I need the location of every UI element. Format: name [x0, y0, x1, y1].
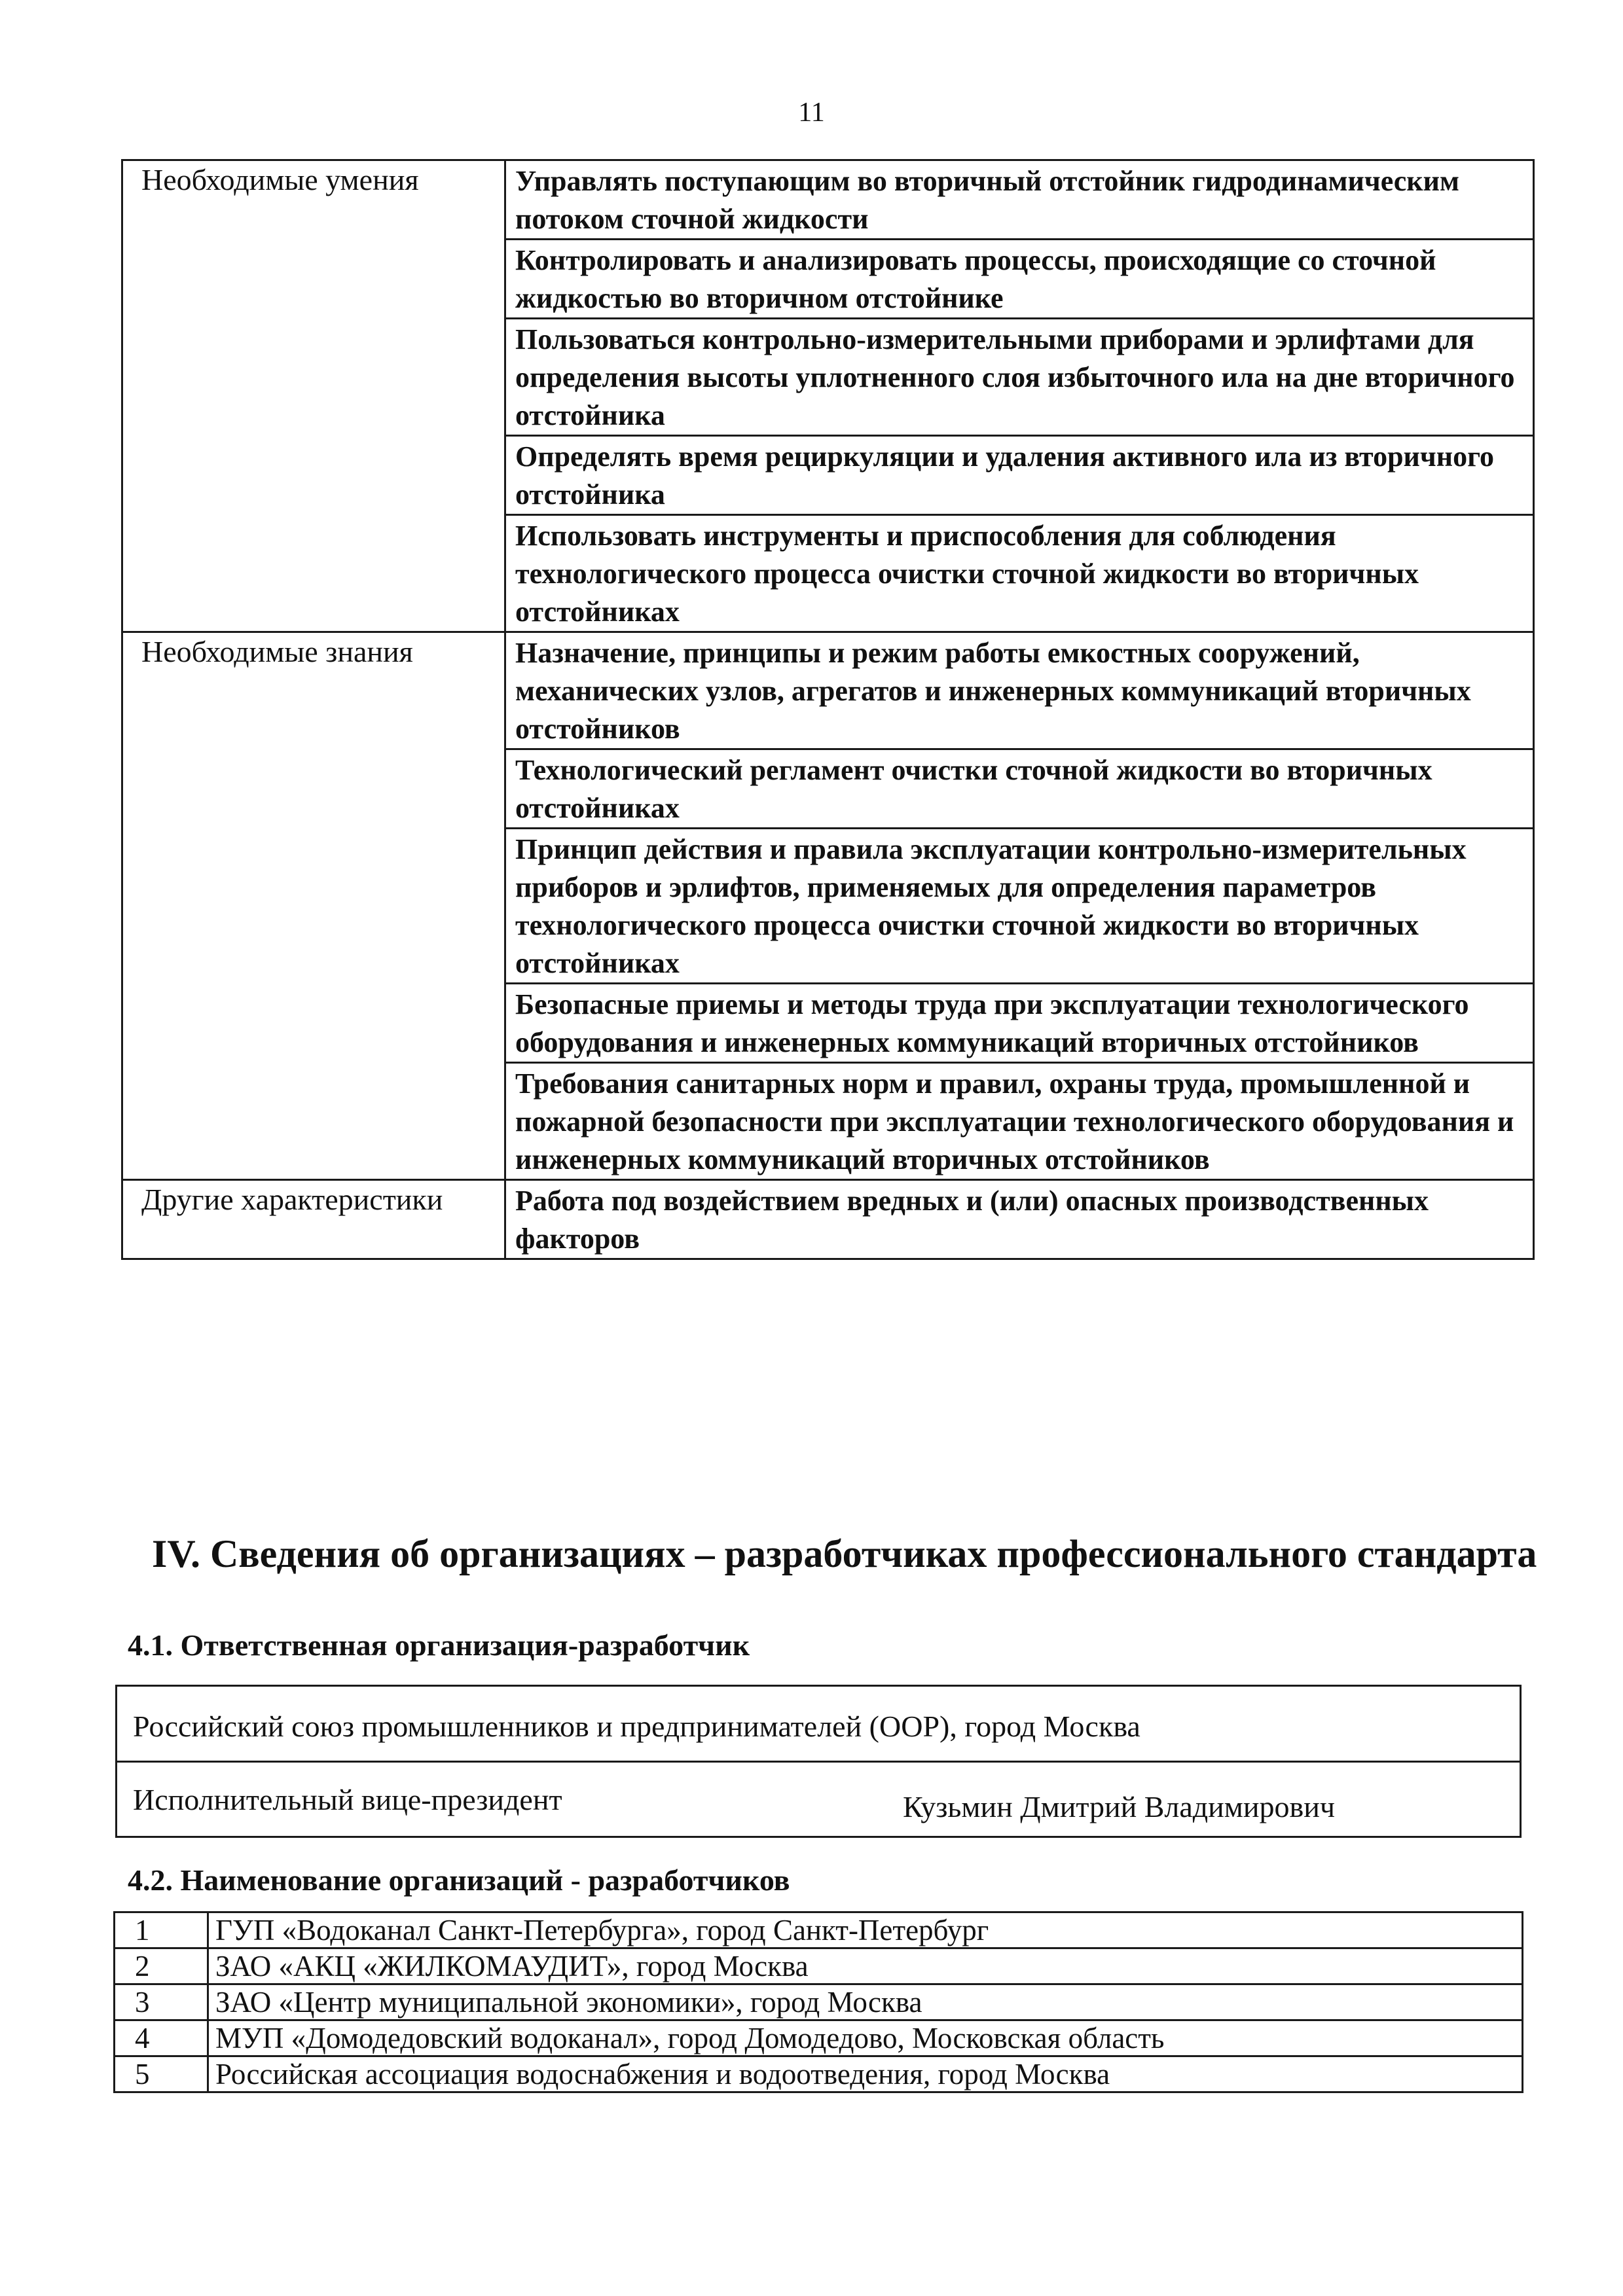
row-label-knowledge: Необходимые знания: [122, 632, 505, 1180]
organization-name: ЗАО «АКЦ «ЖИЛКОМАУДИТ», город Москва: [208, 1948, 1523, 1984]
table-cell: Использовать инструменты и приспособления для соблюдения технологического процесса очистки сточной жидкости во вторичных отстойниках: [505, 515, 1534, 632]
subsection-4-1-heading: 4.1. Ответственная организация-разработчик: [128, 1628, 750, 1662]
table-row: [115, 1984, 1523, 2020]
developer-organizations-table: [113, 1911, 1523, 2093]
table-cell: Определять время рециркуляции и удаления активного ила из вторичного отстойника: [505, 436, 1534, 515]
responsible-organization-box: [115, 1685, 1522, 1838]
table-row: [122, 1180, 1534, 1259]
table-cell: Технологический регламент очистки сточной жидкости во вторичных отстойниках: [505, 749, 1534, 829]
table-row: [122, 160, 1534, 240]
row-number: 2: [115, 1948, 208, 1984]
section-iv-heading: IV. Сведения об организациях – разработчиках профессионального стандарта: [152, 1532, 1537, 1575]
table-row: [122, 632, 1534, 749]
table-cell: Безопасные приемы и методы труда при эксплуатации технологического оборудования и инженерных коммуникаций вторичных отстойников: [505, 984, 1534, 1063]
row-number: 4: [115, 2020, 208, 2056]
signatory-name: Кузьмин Дмитрий Владимирович: [903, 1790, 1335, 1823]
row-label-other: Другие характеристики: [122, 1180, 505, 1259]
table-cell: Принцип действия и правила эксплуатации контрольно-измерительных приборов и эрлифтов, применяемых для определения параметров технологического процесса очистки сточной жидкости во вторичных отстойниках: [505, 829, 1534, 984]
table-cell: Пользоваться контрольно-измерительными приборами и эрлифтами для определения высоты уплотненного слоя избыточного ила на дне вторичного отстойника: [505, 319, 1534, 436]
table-cell: Контролировать и анализировать процессы, происходящие со сточной жидкостью во вторичном отстойнике: [505, 240, 1534, 319]
signatory-position: Исполнительный вице-президент: [133, 1783, 562, 1816]
table-row: [115, 1948, 1523, 1984]
table-cell: Управлять поступающим во вторичный отстойник гидродинамическим потоком сточной жидкости: [505, 160, 1534, 240]
row-number: 5: [115, 2056, 208, 2092]
organization-name: ГУП «Водоканал Санкт-Петербурга», город Санкт-Петербург: [208, 1912, 1523, 1948]
row-number: 3: [115, 1984, 208, 2020]
table-row: [115, 2056, 1523, 2092]
table-row: [115, 2020, 1523, 2056]
table-cell: Назначение, принципы и режим работы емкостных сооружений, механических узлов, агрегатов и инженерных коммуникаций вторичных отстойников: [505, 632, 1534, 749]
row-label-skills: Необходимые умения: [122, 160, 505, 632]
characteristics-table: [121, 159, 1535, 1260]
table-row: [115, 1912, 1523, 1948]
subsection-4-2-heading: 4.2. Наименование организаций - разработчиков: [128, 1863, 790, 1897]
organization-name: Российская ассоциация водоснабжения и водоотведения, город Москва: [208, 2056, 1523, 2092]
responsible-organization-name: Российский союз промышленников и предпринимателей (ООР), город Москва: [133, 1710, 1140, 1743]
organization-name: МУП «Домодедовский водоканал», город Домодедово, Московская область: [208, 2020, 1523, 2056]
organization-name: ЗАО «Центр муниципальной экономики», город Москва: [208, 1984, 1523, 2020]
page-number: 11: [798, 98, 825, 128]
row-number: 1: [115, 1912, 208, 1948]
table-cell: Требования санитарных норм и правил, охраны труда, промышленной и пожарной безопасности при эксплуатации технологического оборудования и инженерных коммуникаций вторичных отстойников: [505, 1063, 1534, 1180]
responsible-organization-row: [117, 1687, 1520, 1763]
table-cell: Работа под воздействием вредных и (или) опасных производственных факторов: [505, 1180, 1534, 1259]
